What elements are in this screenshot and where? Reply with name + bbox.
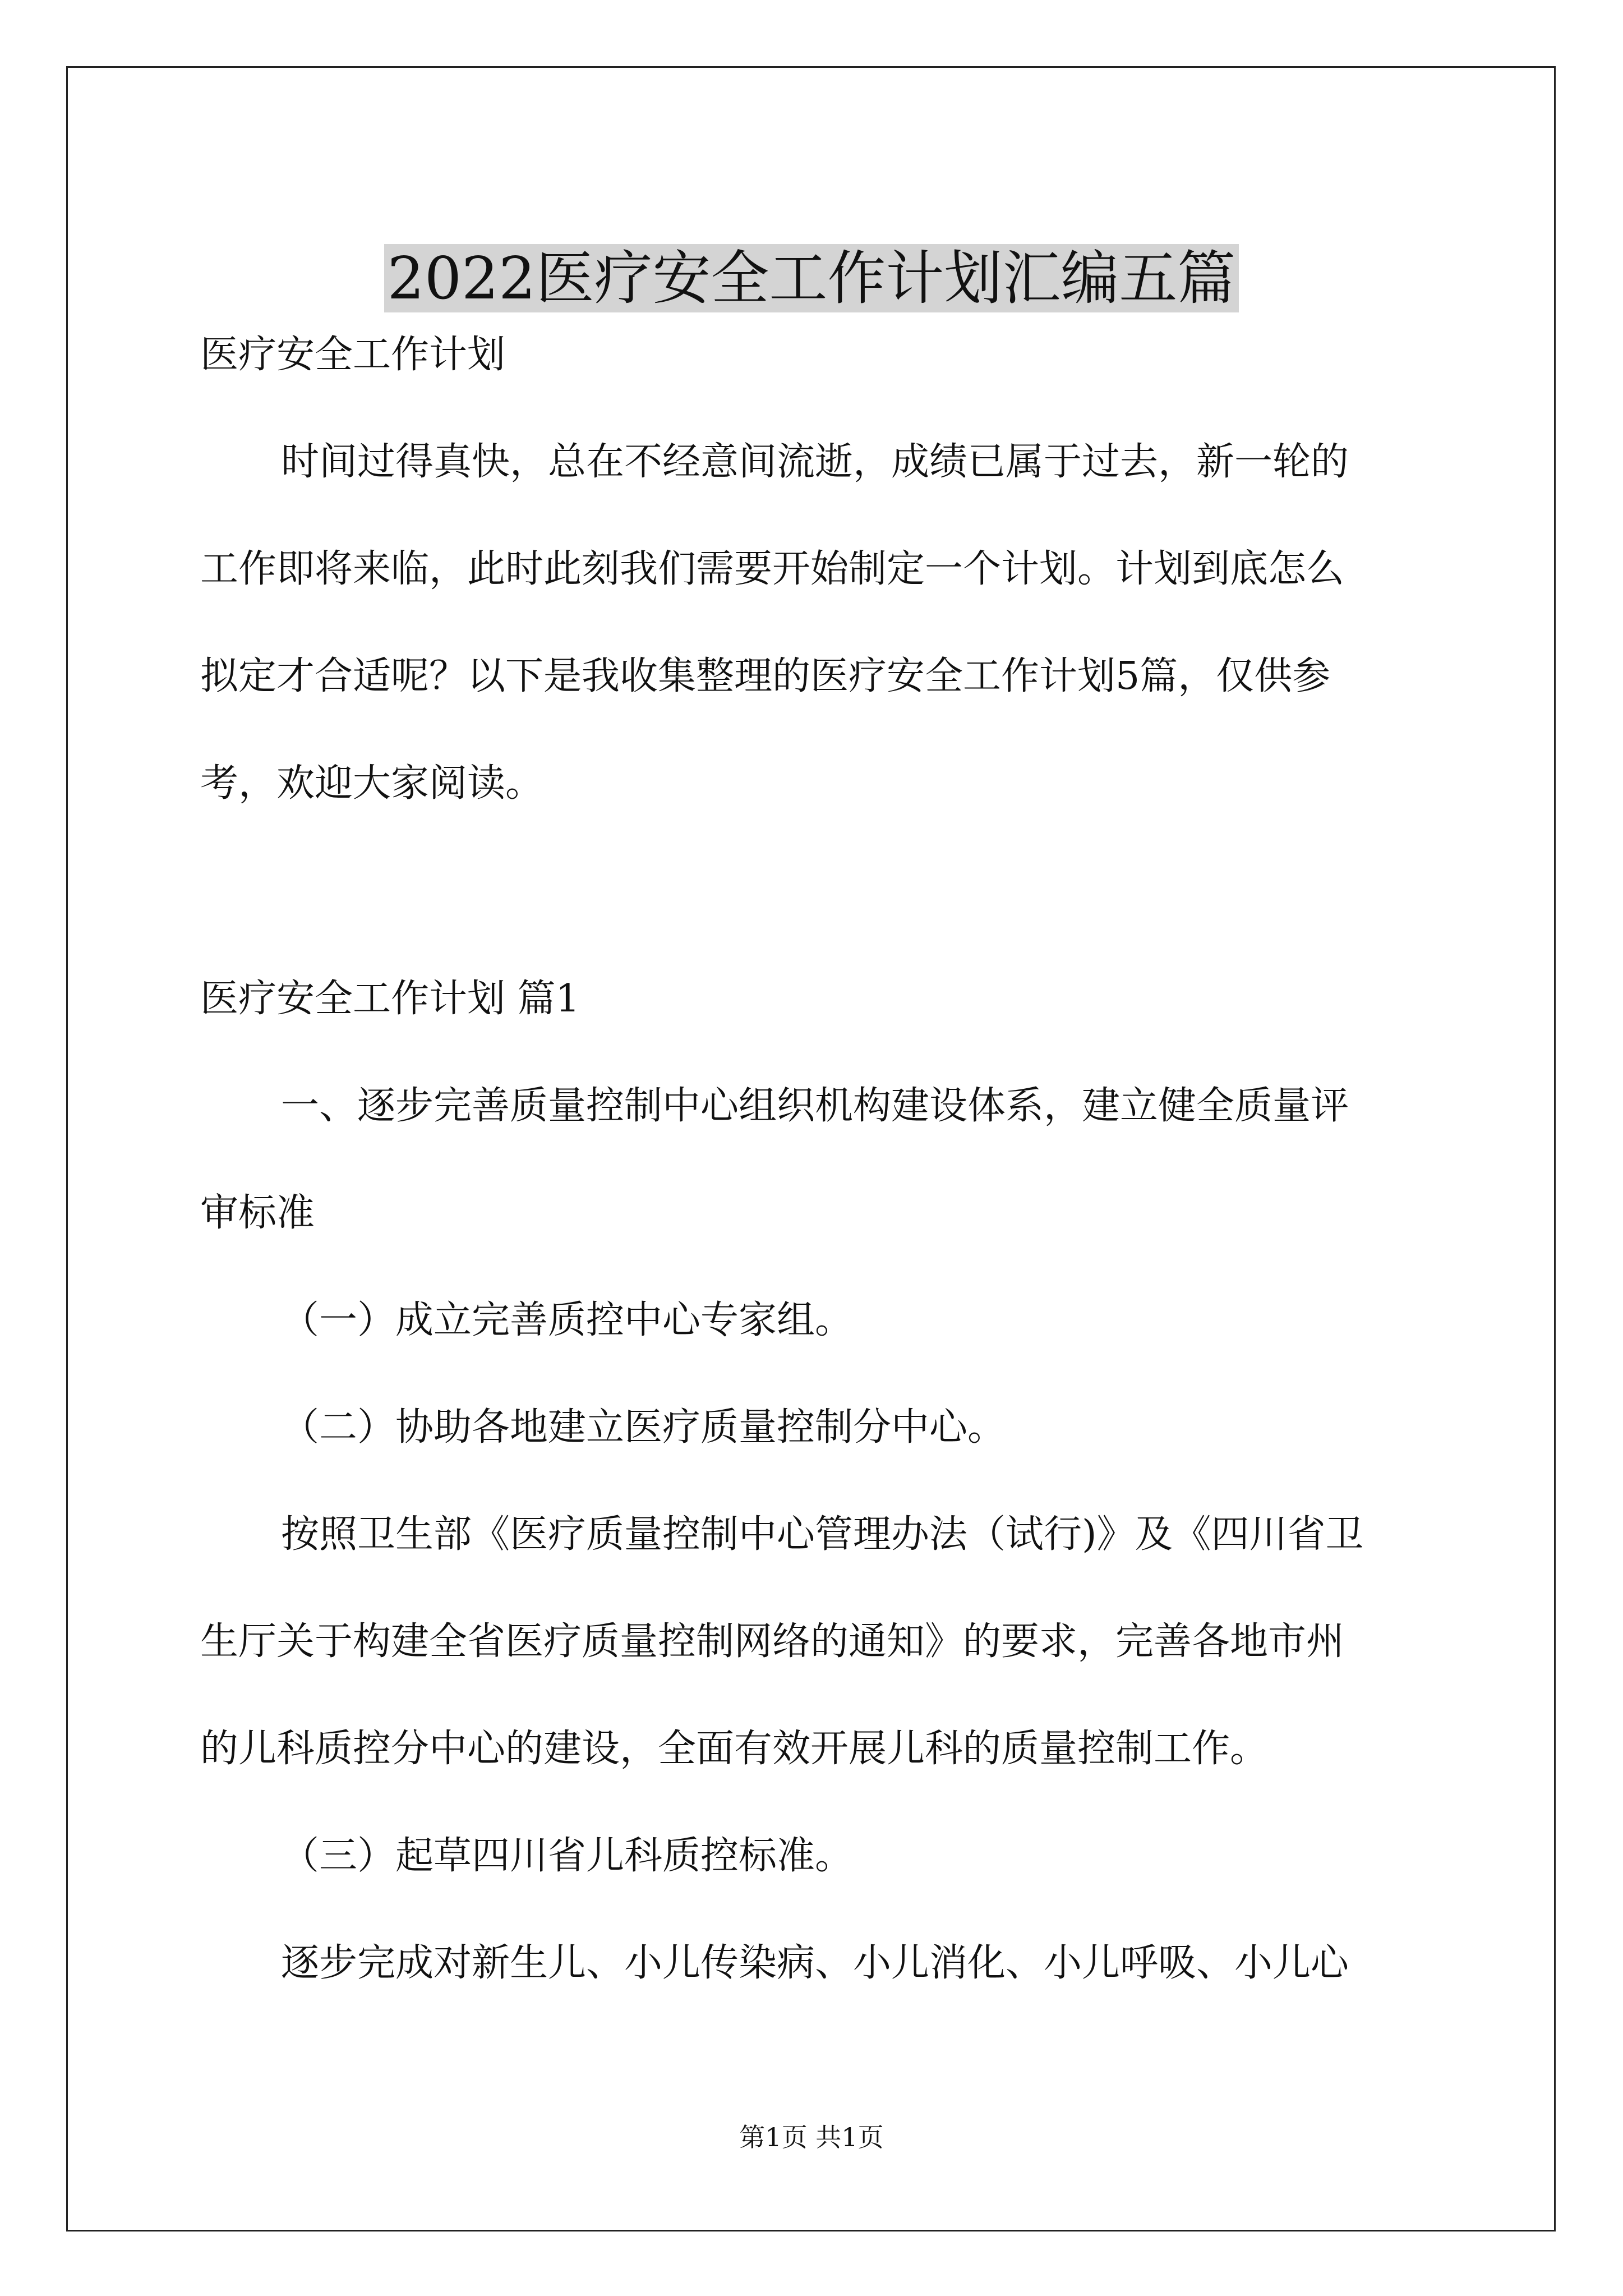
section-heading: 医疗安全工作计划 篇1 — [200, 977, 580, 1021]
paragraph-line: 工作即将来临，此时此刻我们需要开始制定一个计划。计划到底怎么 — [200, 547, 1345, 591]
paragraph-line: 生厅关于构建全省医疗质量控制网络的通知》的要求，完善各地市州 — [200, 1619, 1345, 1664]
paragraph-line: 拟定才合适呢？以下是我收集整理的医疗安全工作计划5篇，仅供参 — [200, 654, 1331, 698]
paragraph-line: 的儿科质控分中心的建设，全面有效开展儿科的质量控制工作。 — [200, 1727, 1269, 1771]
page-footer: 第1页 共1页 — [739, 2122, 884, 2152]
document-title: 2022医疗安全工作计划汇编五篇 — [0, 239, 1623, 318]
paragraph-line: 时间过得真快，总在不经意间流逝，成绩已属于过去，新一轮的 — [281, 440, 1349, 484]
paragraph-line: 逐步完成对新生儿、小儿传染病、小儿消化、小儿呼吸、小儿心 — [281, 1941, 1349, 1985]
paragraph-line: 一、逐步完善质量控制中心组织机构建设体系，建立健全质量评 — [281, 1084, 1349, 1128]
paragraph-line: （一）成立完善质控中心专家组。 — [281, 1298, 854, 1342]
paragraph-line: 审标准 — [200, 1191, 315, 1235]
paragraph-line: 按照卫生部《医疗质量控制中心管理办法（试行)》及《四川省卫 — [281, 1512, 1364, 1557]
paragraph-line: （三）起草四川省儿科质控标准。 — [281, 1834, 854, 1878]
paragraph-line: 考，欢迎大家阅读。 — [200, 761, 544, 806]
section-heading: 医疗安全工作计划 — [200, 333, 506, 377]
document-body — [200, 328, 1427, 1990]
paragraph-line: （二）协助各地建立医疗质量控制分中心。 — [281, 1405, 1006, 1450]
